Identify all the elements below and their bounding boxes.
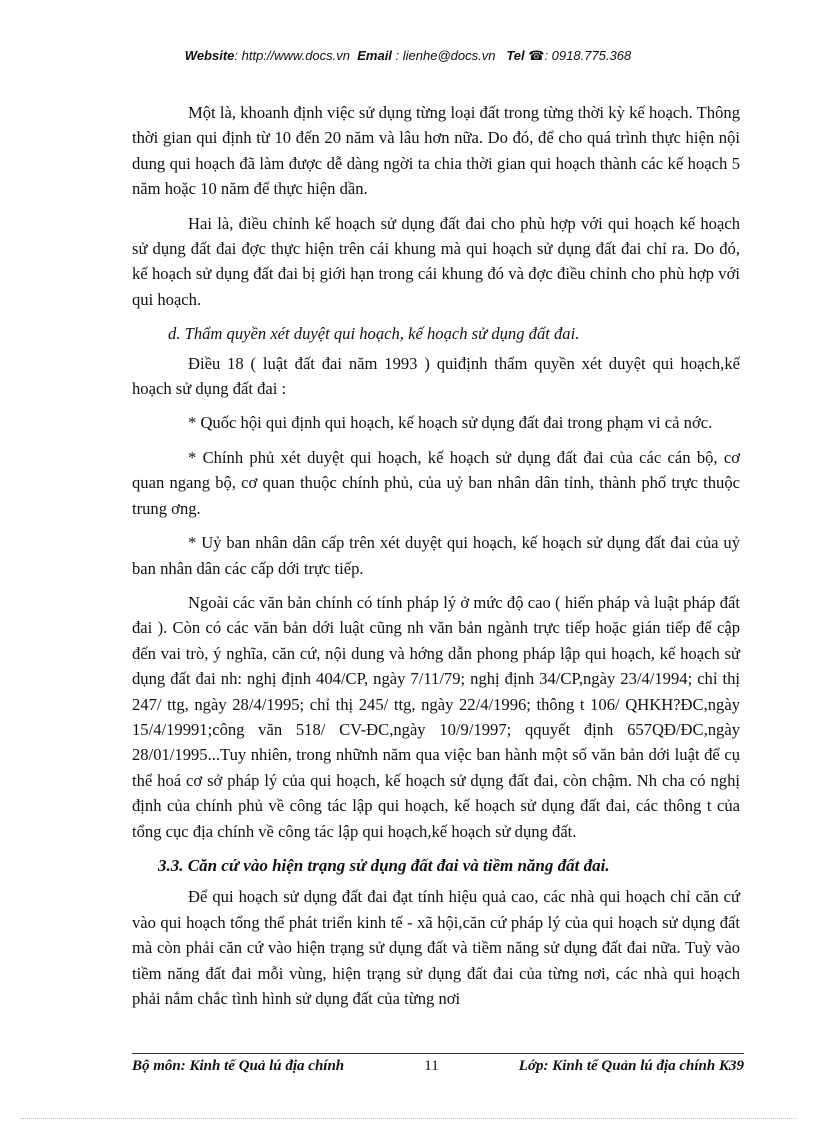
tel-label: Tel: [506, 48, 525, 63]
page-number: 11: [424, 1058, 439, 1074]
email-value: : lienhe@docs.vn: [395, 48, 496, 63]
paragraph: Một là, khoanh định việc sử dụng từng loại đất trong từng thời kỳ kế hoạch. Thông thời gian qui định từ 10 đến 20 năm và lâu hơn nữa. Do đó, để cho quá trình thực hiện nội dung qui hoạch đã làm được dễ dàng ngời ta chia thời gian qui hoạch thành các kế hoạch 5 năm hoặc 10 năm để thực hiện dần.: [132, 103, 740, 199]
paragraph: * Uỷ ban nhân dân cấp trên xét duyệt qui hoạch, kế hoạch sử dụng đất đai của uỷ ban nhân dân các cấp dới trực tiếp.: [132, 533, 740, 578]
page-footer: [132, 1058, 744, 1075]
email-label: Email: [357, 48, 392, 63]
phone-icon: ☎: [528, 48, 545, 63]
website-label: Website: [184, 48, 235, 63]
paragraph: * Chính phủ xét duyệt qui hoạch, kế hoạch sử dụng đất đai của các cán bộ, cơ quan ngang bộ, cơ quan thuộc chính phủ, của uỷ ban nhân dân tỉnh, thành phố trực thuộc trung ơng.: [132, 447, 740, 518]
footer-department: Bộ môn: Kinh tế Quả lú địa chính: [132, 1058, 345, 1074]
page-edge-divider: [20, 1118, 796, 1119]
paragraph: * Quốc hội qui định qui hoạch, kế hoạch sử dụng đất đai trong phạm vi cả nớc.: [188, 413, 713, 433]
section-heading: 3.3. Căn cứ vào hiện trạng sử dụng đất đai và tiềm năng đất đai.: [158, 855, 610, 875]
tel-value: : 0918.775.368: [544, 48, 632, 63]
document-body: [132, 100, 740, 1020]
paragraph: Ngoài các văn bản chính có tính pháp lý ở mức độ cao ( hiến pháp và luật pháp đất đai ). Còn có các văn bản dới luật cũng nh văn bản ngành trực tiếp hoặc gián tiếp để cập đến vai trò, ý nghĩa, căn cứ, nội dung và hớng dẫn phong pháp lập qui hoạch, kế hoạch sử dụng đất đai nh: nghị định 404/CP, ngày 7/11/79; nghị định 34/CP,ngày 23/4/1994; chỉ thị 247/ ttg, ngày 28/4/1995; chỉ thị 245/ ttg, ngày 22/4/1996; thông t 106/ QHKH?ĐC,ngày 15/4/19991;công văn 518/ CV-ĐC,ngày 10/9/1997; qquyết định 657QĐ/ĐC,ngày 28/01/1995...Tuy nhiên, trong nhữnh năm qua việc ban hành một số văn bản dới luật để cụ thể hoá cơ sở pháp lý của qui hoạch, kế hoạch sử dụng đất đai, còn chậm. Nh cha có nghị định của chính phủ về công tác lập qui hoạch, kế hoạch sử dụng đất đai, các thông t của tổng cục địa chính về công tác lập qui hoạch,kế hoạch sử dụng đất.: [132, 592, 740, 841]
subsection-heading: d. Thẩm quyền xét duyệt qui hoạch, kế hoạch sử dụng đất đai.: [168, 324, 580, 344]
page-header: [0, 48, 816, 64]
paragraph: Điều 18 ( luật đất đai năm 1993 ) quiđịnh thẩm quyền xét duyệt qui hoạch,kế hoạch sử dụng đất đai :: [132, 353, 740, 399]
website-value: : http://www.docs.vn: [234, 48, 350, 63]
paragraph: Để qui hoạch sử dụng đất đai đạt tính hiệu quả cao, các nhà qui hoạch chỉ căn cứ vào qui hoạch tổng thể phát triển kinh tế - xã hội,căn cứ pháp lý của qui hoạch sử dụng đất mà còn phải căn cứ vào hiện trạng sử dụng đất và tiềm năng sử dụng đất đai nữa. Tuỳ vào tiềm năng đất đai mỗi vùng, hiện trạng sử dụng đất đai của từng nơi, các nhà qui hoạch phải nắm chắc tình hình sử dụng đất của từng nơi: [132, 887, 740, 1008]
footer-divider: [132, 1053, 744, 1054]
footer-class: Lớp: Kinh tế Quản lú địa chính K39: [518, 1058, 744, 1074]
paragraph: Hai là, điều chỉnh kế hoạch sử dụng đất đai cho phù hợp với qui hoạch kế hoạch sử dụng đất đai đợc thực hiện trên cái khung mà qui hoạch sử dụng đất đai chỉ ra. Do đó, kế hoạch sử dụng đất đai bị giới hạn trong cái khung đó và đợc điều chỉnh cho phù hợp với qui hoạch.: [132, 213, 740, 309]
